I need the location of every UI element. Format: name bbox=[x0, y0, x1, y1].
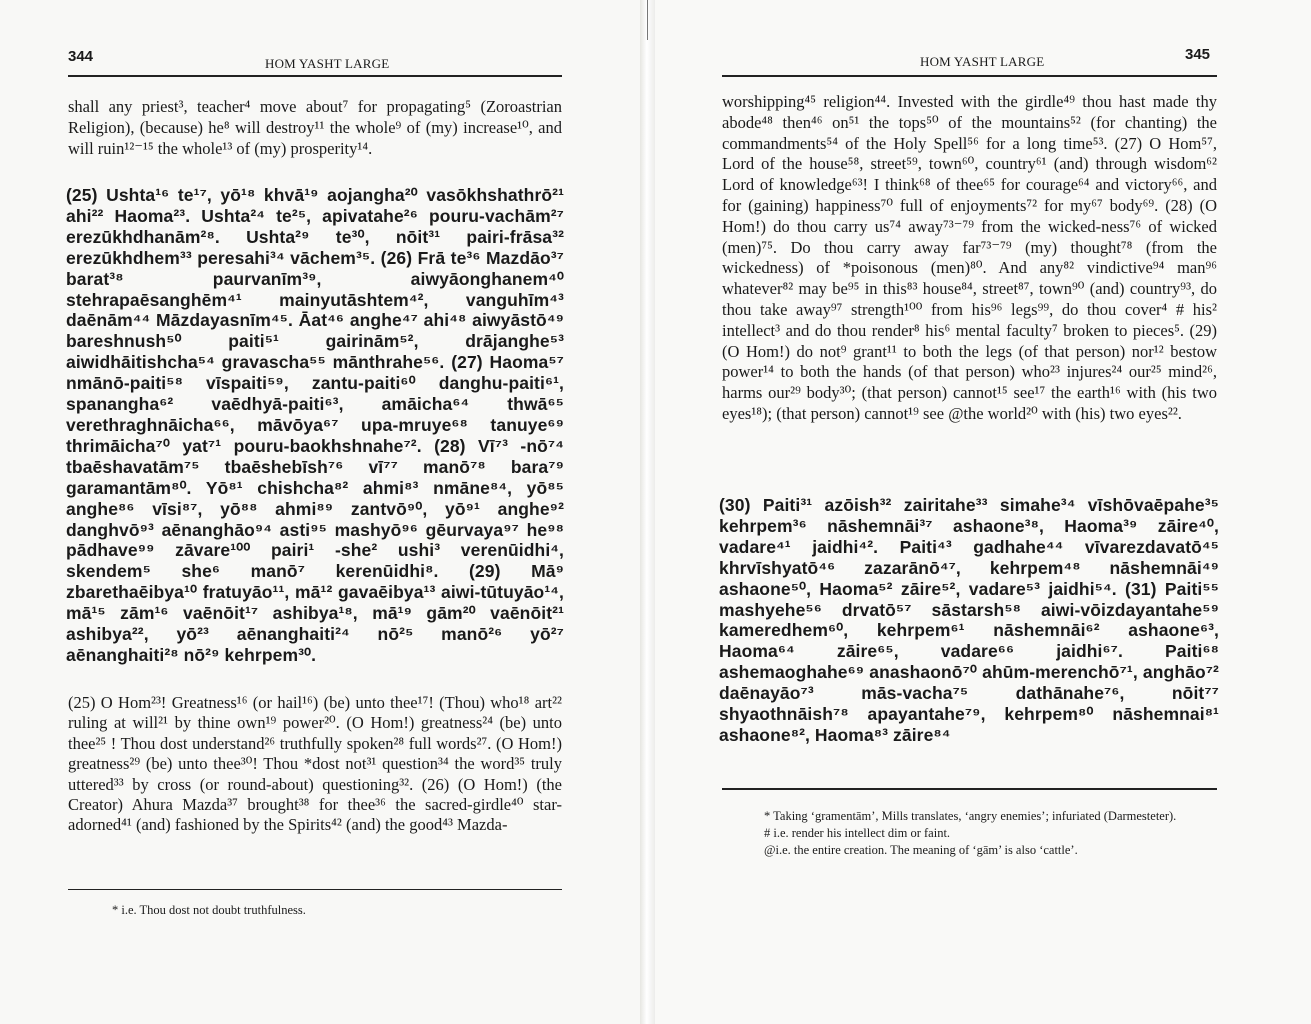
book-gutter bbox=[640, 0, 655, 1024]
footnotes bbox=[722, 808, 1217, 859]
avestan-verse: (30) Paiti³¹ azōish³² zairitahe³³ simahe³⁴ vīshōvaēpahe³⁵ kehrpem³⁶ nāshemnāi³⁷ ashaone³⁸, Haoma³⁹ zāire⁴⁰, vadare⁴¹ jaidhi⁴². Paiti⁴³ gadhahe⁴⁴ vīvarezdavatō⁴⁵ khrvīshyatō⁴⁶ zazarānō⁴⁷, kehrpem⁴⁸ nāshemnāi⁴⁹ ashaone⁵⁰, Haoma⁵² zāire⁵², vadare⁵³ jaidhi⁵⁴. (31) Paiti⁵⁵ mashyehe⁵⁶ drvatō⁵⁷ sāstarsh⁵⁸ aiwi-vōizdayantahe⁵⁹ kameredhem⁶⁰, kehrpem⁶¹ nāshemnāi⁶² ashaone⁶³, Haoma⁶⁴ zāire⁶⁵, vadare⁶⁶ jaidhi⁶⁷. Paiti⁶⁸ ashemaoghahe⁶⁹ anashaonō⁷⁰ ahūm-merenchō⁷¹, anghāo⁷² daēnayāo⁷³ mās-vacha⁷⁵ dathānahe⁷⁶, nōit⁷⁷ shyaothnāish⁷⁸ apayantahe⁷⁹, kehrpem⁸⁰ nāshemnai⁸¹ ashaone⁸², Haoma⁸³ zāire⁸⁴ bbox=[719, 495, 1219, 745]
gutter-mark bbox=[647, 0, 648, 40]
running-head: HOM YASHT LARGE bbox=[265, 56, 390, 71]
left-page bbox=[0, 0, 640, 1024]
translation-continuation: shall any priest³, teacher⁴ move about⁷ for propagating⁵ (Zoroastrian Religion), (because) he⁸ will destroy¹¹ the whole⁹ of (my) increase¹⁰, and will ruin¹²⁻¹⁵ the whole¹³ of (my) prosperity¹⁴. bbox=[68, 97, 562, 158]
running-head: HOM YASHT LARGE bbox=[920, 54, 1045, 69]
footnote-hash: # i.e. render his intellect dim or faint. bbox=[764, 826, 951, 840]
footnote-at: @i.e. the entire creation. The meaning of ‘gām’ is also ‘cattle’. bbox=[764, 843, 1078, 857]
header-rule bbox=[722, 75, 1217, 77]
footnote-asterisk: * Taking ‘gramentām’, Mills translates, ‘angry enemies’; infuriated (Darmesteter). bbox=[764, 809, 1177, 823]
avestan-verse: (25) Ushta¹⁶ te¹⁷, yō¹⁸ khvā¹⁹ aojangha²⁰ vasōkhshathrō²¹ ahi²² Haoma²³. Ushta²⁴ te²⁵, apivatahe²⁶ pouru-vachām²⁷ erezūkhdhanām²⁸. Ushta²⁹ te³⁰, nōit³¹ pairi-frāsa³² erezūkhdhem³³ peresahi³⁴ vāchem³⁵. (26) Frā te³⁶ Mazdāo³⁷ barat³⁸ paurvanīm³⁹, aiwyāonghanem⁴⁰ stehrapaēsanghēm⁴¹ mainyutāshtem⁴², vanguhīm⁴³ daēnām⁴⁴ Māzdayasnīm⁴⁵. Āat⁴⁶ anghe⁴⁷ ahi⁴⁸ aiwyāstō⁴⁹ bareshnush⁵⁰ paiti⁵¹ gairinām⁵², drājanghe⁵³ aiwidhāitishcha⁵⁴ gravascha⁵⁵ mānthrahe⁵⁶. (27) Haoma⁵⁷ nmānō-paiti⁵⁸ vīspaiti⁵⁹, zantu-paiti⁶⁰ danghu-paiti⁶¹, spanangha⁶² vaēdhyā-paiti⁶³, amāicha⁶⁴ thwā⁶⁵ verethraghnāicha⁶⁶, māvōya⁶⁷ upa-mruye⁶⁸ tanuye⁶⁹ thrimāicha⁷⁰ yat⁷¹ pouru-baokhshnahe⁷². (28) Vī⁷³ -nō⁷⁴ tbaēshavatām⁷⁵ tbaēshebīsh⁷⁶ vī⁷⁷ manō⁷⁸ bara⁷⁹ garamantām⁸⁰. Yō⁸¹ chishcha⁸² ahmi⁸³ nmāne⁸⁴, yō⁸⁵ anghe⁸⁶ vīsi⁸⁷, yō⁸⁸ ahmi⁸⁹ zantvō⁹⁰, yō⁹¹ anghe⁹² danghvō⁹³ aēnanghāo⁹⁴ asti⁹⁵ mashyō⁹⁶ gēurvaya⁹⁷ he⁹⁸ pādhave⁹⁹ zāvare¹⁰⁰ pairi¹ -she² ushi³ verenūidhi⁴, skendem⁵ she⁶ manō⁷ kerenūidhi⁸. (29) Mā⁹ zbarethaēibya¹⁰ fratuyāo¹¹, mā¹² gavaēibya¹³ aiwi-tūtuyāo¹⁴, mā¹⁵ zām¹⁶ vaēnōit¹⁷ ashibya¹⁸, mā¹⁹ gām²⁰ vaēnōit²¹ ashibya²², yō²³ aēnanghaiti²⁴ nō²⁵ manō²⁶ yō²⁷ aēnanghaiti²⁸ nō²⁹ kehrpem³⁰. bbox=[66, 185, 564, 665]
footnote: * i.e. Thou dost not doubt truthfulness. bbox=[112, 903, 306, 917]
footnote-rule bbox=[722, 788, 1217, 790]
right-page bbox=[655, 0, 1311, 1024]
page-number: 344 bbox=[68, 48, 94, 65]
footnote-rule bbox=[68, 889, 562, 890]
header-rule bbox=[68, 75, 562, 77]
english-translation: (25) O Hom²³! Greatness¹⁶ (or hail¹⁶) (be) unto thee¹⁷! (Thou) who¹⁸ art²² ruling at will²¹ by thine own¹⁹ power²⁰. (O Hom!) greatness²⁴ (be) unto thee²⁵ ! Thou dost understand²⁶ truthfully spoken²⁸ full words²⁷. (O Hom!) greatness²⁹ (be) unto thee³⁰! Thou *dost not³¹ question³⁴ the word³⁵ truly uttered³³ by cross (or round-about) questioning³². (26) (O Hom!) (the Creator) Ahura Mazda³⁷ brought³⁸ for thee³⁶ the sacred-girdle⁴⁰ star-adorned⁴¹ (and) fashioned by the Spirits⁴² (and) the good⁴³ Mazda- bbox=[68, 693, 562, 835]
page-number: 345 bbox=[1185, 46, 1211, 63]
english-translation: worshipping⁴⁵ religion⁴⁴. Invested with the girdle⁴⁹ thou hast made thy abode⁴⁸ then⁴⁶ on⁵¹ the tops⁵⁰ of the mountains⁵² (for chanting) the commandments⁵⁴ of the Holy Spell⁵⁶ for a long time⁵³. (27) O Hom⁵⁷, Lord of the house⁵⁸, street⁵⁹, town⁶⁰, country⁶¹ (and) through wisdom⁶² Lord of knowledge⁶³! I think⁶⁸ of thee⁶⁵ for courage⁶⁴ and victory⁶⁶, and for (gaining) happiness⁷⁰ full of enjoyments⁷² for my⁶⁷ body⁶⁹. (28) (O Hom!) do thou carry us⁷⁴ away⁷³⁻⁷⁹ from the wicked-ness⁷⁶ of wicked (men)⁷⁵. Do thou carry away far⁷³⁻⁷⁹ (my) thought⁷⁸ (from the wickedness) of *poisonous (men)⁸⁰. And any⁸² vindictive⁹⁴ man⁹⁶ whatever⁸² may be⁹⁵ in this⁸³ house⁸⁴, street⁸⁷, town⁹⁰ (and) country⁹³, do thou take away⁹⁷ strength¹⁰⁰ from his⁹⁶ legs⁹⁹, do thou cover⁴ # his² intellect³ and do thou render⁸ his⁶ mental faculty⁷ broken to pieces⁵. (29) (O Hom!) do not⁹ grant¹¹ to both the legs (of that person) nor¹² bestow power¹⁴ to both the hands (of that person) who²³ injures²⁴ our²⁵ mind²⁶, harms our²⁹ body³⁰; (that person) cannot¹⁵ see¹⁷ the earth¹⁶ with (his two eyes¹⁸); (that person) cannot¹⁹ see @the world²⁰ with (his) two eyes²². bbox=[722, 92, 1217, 423]
